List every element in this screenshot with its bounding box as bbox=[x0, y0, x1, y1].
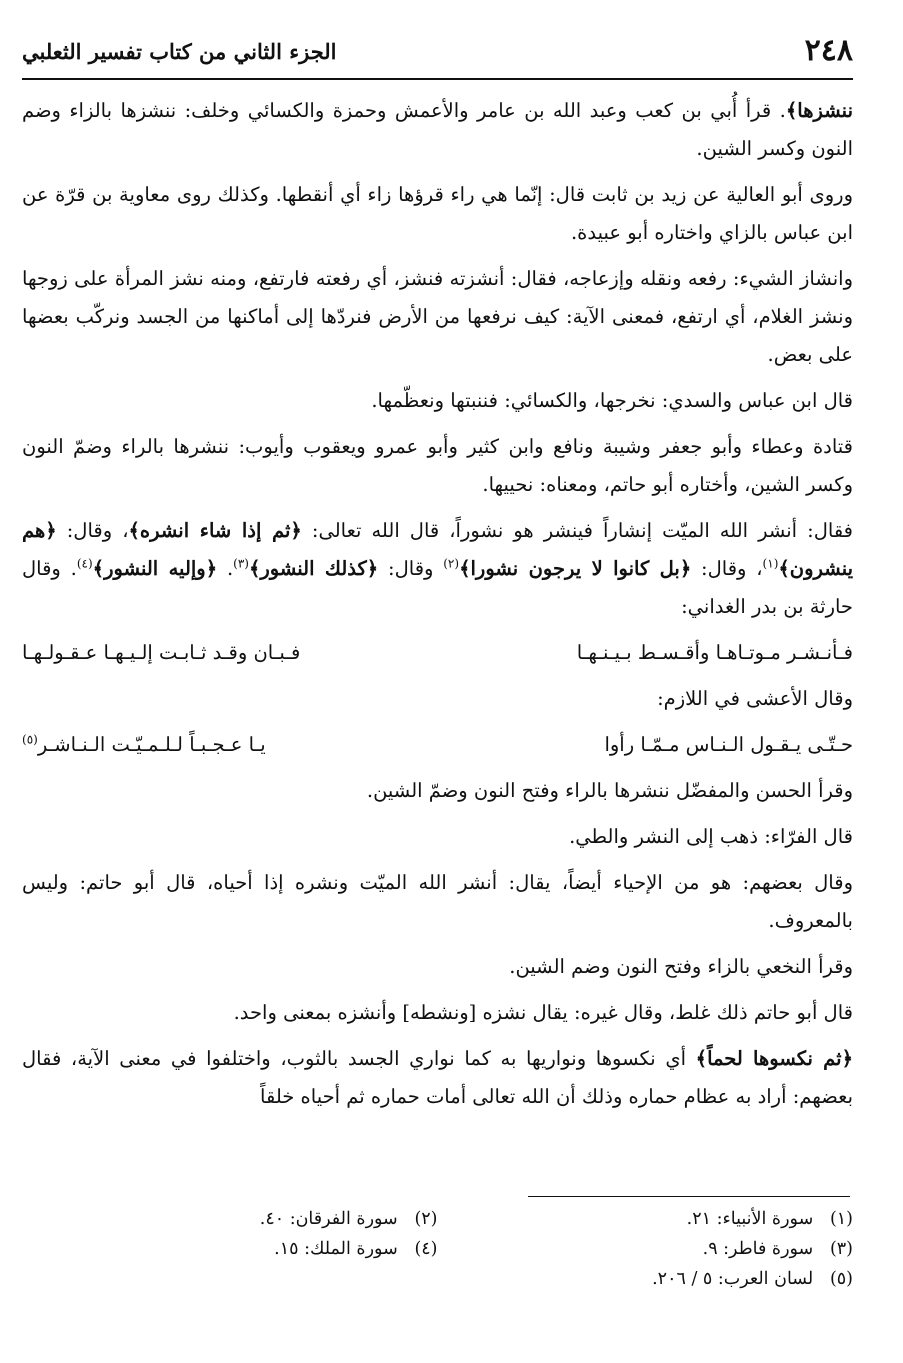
quran-quote: ننشزها﴾ bbox=[785, 99, 853, 122]
quran-quote: ﴿ثم إذا شاء انشره﴾ bbox=[128, 519, 302, 542]
paragraph bbox=[22, 428, 853, 504]
footnote bbox=[438, 1264, 854, 1294]
paragraph-text: قال الفرّاء: ذهب إلى النشر والطي. bbox=[569, 825, 853, 848]
paragraph-text: وقرأ الحسن والمفضّل ننشرها بالراء وفتح النون وضمّ الشين. bbox=[366, 779, 853, 802]
footnote-number: (٣) bbox=[829, 1239, 853, 1259]
verse-second-hemistich bbox=[22, 726, 421, 764]
footnote-ref: (٥) bbox=[22, 732, 38, 747]
footnote-number: (٥) bbox=[829, 1269, 853, 1289]
paragraph-text: وقال: bbox=[378, 557, 444, 580]
paragraph bbox=[22, 948, 853, 986]
paragraph-text: وقال بعضهم: هو من الإحياء أيضاً، يقال: أنشر الله الميّت ونشره إذا أحياه، قال أبو حاتم: وليس بالمعروف. bbox=[22, 871, 853, 932]
paragraph bbox=[22, 864, 853, 940]
footnote-row bbox=[22, 1264, 853, 1294]
paragraph-text: أي نكسوها ونواريها به كما نواري الجسد بالثوب، واختلفوا في معنى الآية، فقال بعضهم: أراد به عظام حماره وذلك أن الله تعالى أمات حماره ثم أحياه خلقاً bbox=[22, 1047, 853, 1108]
quran-quote: ﴿وإليه النشور﴾ bbox=[92, 557, 218, 580]
quotes-paragraph bbox=[22, 512, 853, 626]
footnote-number: (٤) bbox=[414, 1239, 438, 1259]
paragraph bbox=[22, 176, 853, 252]
footnote-text: سورة الملك: ١٥. bbox=[274, 1239, 398, 1259]
footnotes bbox=[22, 1204, 853, 1294]
main-text bbox=[22, 92, 853, 1124]
page-header bbox=[22, 28, 853, 80]
footnote-ref: (٣) bbox=[233, 556, 249, 571]
quran-quote: ﴿كذلك النشور﴾ bbox=[248, 557, 379, 580]
quran-quote: ﴿هم ينشرون﴾ bbox=[22, 519, 854, 580]
footnote bbox=[22, 1204, 438, 1234]
paragraph-text: ، وقال: bbox=[56, 519, 129, 542]
paragraph bbox=[22, 772, 853, 810]
footnote-separator bbox=[528, 1196, 850, 1197]
verse-intro: وقال الأعشى في اللازم: bbox=[657, 687, 853, 710]
footnote bbox=[438, 1204, 854, 1234]
paragraph-text: . bbox=[217, 557, 234, 580]
paragraph bbox=[22, 382, 853, 420]
page-number: ٢٤٨ bbox=[804, 33, 853, 68]
footnote-text: لسان العرب: ٥ / ٢٠٦. bbox=[652, 1269, 814, 1289]
verse-first-hemistich: فـأنـشـر مـوتـاهـا وأقـسـط بـيـنـهـا bbox=[576, 641, 853, 664]
footnote-number: (١) bbox=[829, 1209, 853, 1229]
paragraph-text: وانشاز الشيء: رفعه ونقله وإزعاجه، فقال: أنشزته فنشز، أي رفعته فارتفع، ومنه نشز المرأة على زوجها ونشز الغلام، أي ارتفع، فمعنى الآية: كيف نرفعها من الأرض فنردّها إلى أماكنها من الجسد ونركّب بعضها على بعض. bbox=[22, 267, 853, 366]
footnote bbox=[438, 1234, 854, 1264]
footnote-text: سورة الفرقان: ٤٠. bbox=[259, 1209, 398, 1229]
paragraph bbox=[22, 818, 853, 856]
paragraph-text: . قرأ أُبي بن كعب وعبد الله بن عامر والأعمش وحمزة والكسائي وخلف: ننشزها بالزاء وضم النون وكسر الشين. bbox=[22, 99, 853, 160]
quran-quote: ﴿بل كانوا لا يرجون نشورا﴾ bbox=[459, 557, 692, 580]
footnote-ref: (١) bbox=[762, 556, 779, 571]
running-title: الجزء الثاني من كتاب تفسير الثعلبي bbox=[22, 39, 337, 64]
poem-verse bbox=[22, 634, 853, 672]
paragraph bbox=[22, 994, 853, 1032]
footnote-number: (٢) bbox=[414, 1209, 438, 1229]
paragraph bbox=[22, 1040, 853, 1116]
paragraph bbox=[22, 92, 853, 168]
footnote-row bbox=[22, 1234, 853, 1264]
paragraph-text: قال ابن عباس والسدي: نخرجها، والكسائي: فننبتها ونعظّمها. bbox=[371, 389, 853, 412]
footnote-row bbox=[22, 1204, 853, 1234]
quran-quote: ﴿ثم نكسوها لحماً﴾ bbox=[695, 1047, 853, 1070]
footnote-ref: (٢) bbox=[443, 556, 460, 571]
paragraph-text: . وقال حارثة بن بدر الغداني: bbox=[22, 557, 853, 618]
footnote-text: سورة الأنبياء: ٢١. bbox=[686, 1209, 814, 1229]
poem-verse bbox=[22, 726, 853, 764]
paragraph bbox=[22, 680, 853, 718]
footnote-ref: (٤) bbox=[76, 556, 93, 571]
paragraph-text: وقرأ النخعي بالزاء وفتح النون وضم الشين. bbox=[509, 955, 853, 978]
paragraph-text: قال أبو حاتم ذلك غلط، وقال غيره: يقال نشزه [ونشطه] وأنشزه بمعنى واحد. bbox=[233, 1001, 853, 1024]
paragraph bbox=[22, 260, 853, 374]
paragraph-text: قتادة وعطاء وأبو جعفر وشيبة ونافع وابن كثير وأبو عمرو ويعقوب وأيوب: ننشرها بالراء وضمّ النون وكسر الشين، وأختاره أبو حاتم، ومعناه: نحييها. bbox=[22, 435, 853, 496]
paragraph-text: ، وقال: bbox=[691, 557, 763, 580]
footnote bbox=[22, 1234, 438, 1264]
footnote-text: سورة فاطر: ٩. bbox=[702, 1239, 814, 1259]
verse-second-text: يـا عـجـبـاً لـلـمـيّـت الـنـاشـر bbox=[37, 733, 266, 756]
verse-second-hemistich: فـبـان وقـد ثـابـت إلـيـهـا عـقـولـهـا bbox=[22, 641, 301, 664]
paragraph-text: فقال: أنشر الله الميّت إنشاراً فينشر هو نشوراً، قال الله تعالى: bbox=[301, 519, 854, 542]
paragraph-text: وروى أبو العالية عن زيد بن ثابت قال: إنّما هي راء قرؤها زاء أي أنقطها. وكذلك روى معاوية بن قرّة عن ابن عباس بالزاي واختاره أبو عبيدة. bbox=[22, 183, 853, 244]
verse-first-hemistich: حـتّـى يـقـول الـنـاس مـمّـا رأوا bbox=[604, 733, 853, 756]
